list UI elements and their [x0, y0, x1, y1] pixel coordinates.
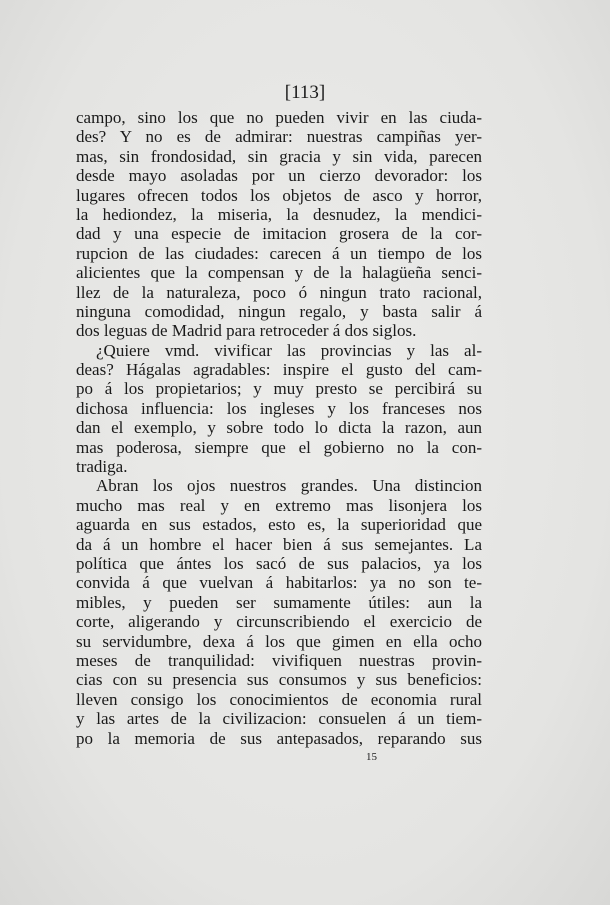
text-line: po la memoria de sus antepasados, reparando sus [76, 728, 482, 748]
text-line: convida á que vuelvan á habitarlos: ya no son te- [76, 573, 482, 593]
text-line: lugares ofrecen todos los objetos de asco y horror, [76, 185, 482, 205]
text-line: meses de tranquilidad: vivifiquen nuestras provin- [76, 650, 482, 670]
text-line: aguarda en sus estados, esto es, la superioridad que [76, 515, 482, 535]
text-line: llez de la naturaleza, poco ó ningun trato racional, [76, 282, 482, 302]
text-line: deas? Hágalas agradables: inspire el gusto del cam- [76, 360, 482, 380]
text-line: ninguna comodidad, ningun regalo, y basta salir á [76, 301, 482, 321]
text-line: política que ántes los sacó de sus palacios, ya los [76, 553, 482, 573]
text-line: des? Y no es de admirar: nuestras campiñas yer- [76, 127, 482, 147]
text-line: mas, sin frondosidad, sin gracia y sin vida, parecen [76, 146, 482, 166]
page-number: [113] [284, 82, 326, 103]
text-line: desde mayo asoladas por un cierzo devorador: los [76, 166, 482, 186]
text-line: mibles, y pueden ser sumamente útiles: aun la [76, 592, 482, 612]
text-line: Abran los ojos nuestros grandes. Una distincion [96, 476, 482, 496]
text-line: la hediondez, la miseria, la desnudez, la mendici- [76, 204, 482, 224]
text-line: lleven consigo los conocimientos de economia rural [76, 689, 482, 709]
text-line: su servidumbre, dexa á los que gimen en ella ocho [76, 631, 482, 651]
text-line: rupcion de las ciudades: carecen á un tiempo de los [76, 243, 482, 263]
text-line: ¿Quiere vmd. vivificar las provincias y las al- [96, 340, 482, 360]
text-line: y las artes de la civilizacion: consuelen á un tiem- [76, 709, 482, 729]
text-line: mas poderosa, siempre que el gobierno no la con- [76, 437, 482, 457]
text-line: campo, sino los que no pueden vivir en las ciuda- [76, 108, 482, 127]
text-line: mucho mas real y en extremo mas lisonjera los [76, 495, 482, 515]
text-line: dad y una especie de imitacion grosera de la cor- [76, 224, 482, 244]
text-line: dos leguas de Madrid para retroceder á dos siglos. [76, 321, 417, 341]
page-body-text [76, 108, 482, 748]
text-line: dichosa influencia: los ingleses y los franceses nos [76, 398, 482, 418]
text-line: corte, aligerando y circunscribiendo el exercicio de [76, 612, 482, 632]
text-line: dan el exemplo, y sobre todo lo dicta la razon, aun [76, 418, 482, 438]
signature-mark: 15 [366, 751, 377, 763]
text-line: da á un hombre el hacer bien á sus semejantes. La [76, 534, 482, 554]
text-line: po á los propietarios; y muy presto se percibirá su [76, 379, 482, 399]
text-line: alicientes que la compensan y de la halagüeña senci- [76, 263, 482, 283]
text-line: cias con su presencia sus consumos y sus beneficios: [76, 670, 482, 690]
text-line: tradiga. [76, 457, 128, 477]
